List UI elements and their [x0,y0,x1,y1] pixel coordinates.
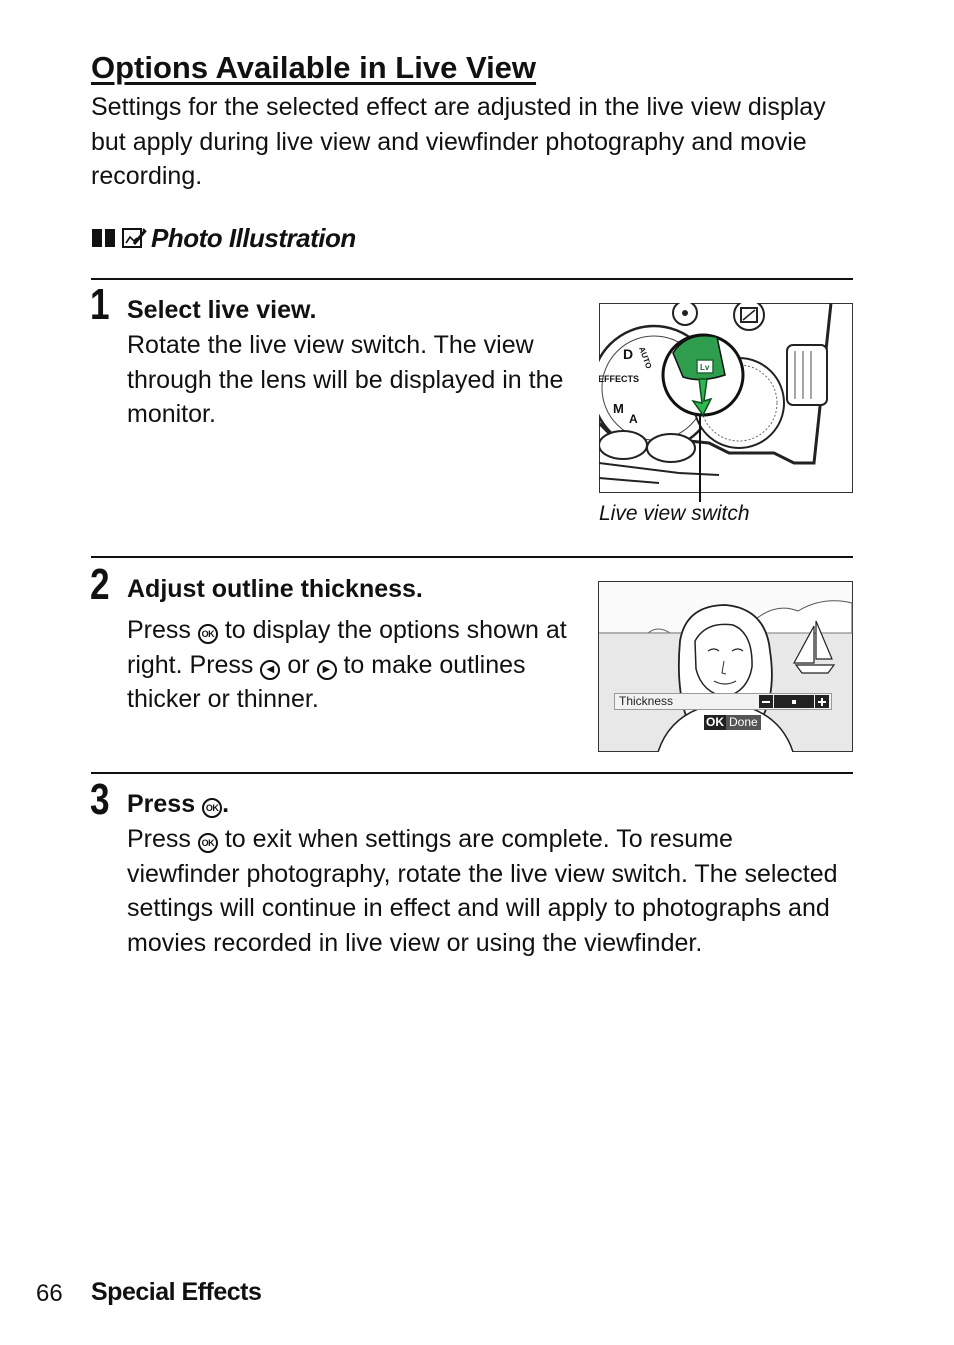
step-divider [91,556,853,558]
monitor-screenshot [598,581,853,752]
step-body: Rotate the live view switch. The view through the lens will be displayed in the monitor. [127,331,564,428]
thickness-bar [614,693,832,710]
step-number: 3 [90,775,110,824]
page-title: Options Available in Live View [91,50,537,85]
plus-icon [815,695,829,708]
section-marker-icon [91,227,117,249]
svg-text:D: D [623,346,634,362]
ok-icon: OK [706,715,724,729]
step-body: Press OK to exit when settings are complete. To resume viewfinder photography, rotate the live view switch. The selected settings will continue in effect and will apply to photographs and movies recorded in live view or using the viewfinder. [127,825,838,957]
camera-illustration [599,303,853,493]
thickness-slider [774,695,814,708]
svg-text:A: A [629,412,638,426]
page-number: 66 [36,1280,63,1307]
lv-label: Lv [700,363,710,372]
step-divider [91,772,853,774]
step-title: Adjust outline thickness. [127,575,423,603]
step-title: Select live view. [127,296,317,324]
ok-button-icon: OK [202,798,222,818]
ok-button-icon: OK [198,624,218,644]
intro-paragraph: Settings for the selected effect are adjusted in the live view display but apply during live view and viewfinder photography and movie recording. [91,93,826,190]
multi-selector-left-icon: ◀ [260,660,280,680]
footer-section-title: Special Effects [91,1278,262,1306]
step-number: 1 [90,280,110,329]
subsection-title: Photo Illustration [151,222,356,253]
multi-selector-right-icon: ▶ [317,660,337,680]
thickness-label: Thickness [619,694,674,708]
step-divider [91,278,853,280]
dial-auto-label: AUTO [637,345,654,370]
done-hint [704,715,761,730]
thickness-pointer [792,700,796,704]
callout-line [699,492,701,502]
svg-text:M: M [613,401,624,416]
ok-button-icon: OK [198,833,218,853]
done-label: Done [726,715,761,730]
dial-effects-label: EFFECTS [599,374,640,384]
minus-icon [759,695,773,708]
photo-illustration-icon [121,226,147,250]
step-title: Press OK . [127,790,230,818]
subsection-heading [91,218,356,258]
step-number: 2 [90,560,110,609]
illustration-caption: Live view switch [599,502,750,525]
step-body: Press OK to display the options shown at right. Press ◀ or ▶ to make outlines thicker or thinner. [127,616,567,713]
